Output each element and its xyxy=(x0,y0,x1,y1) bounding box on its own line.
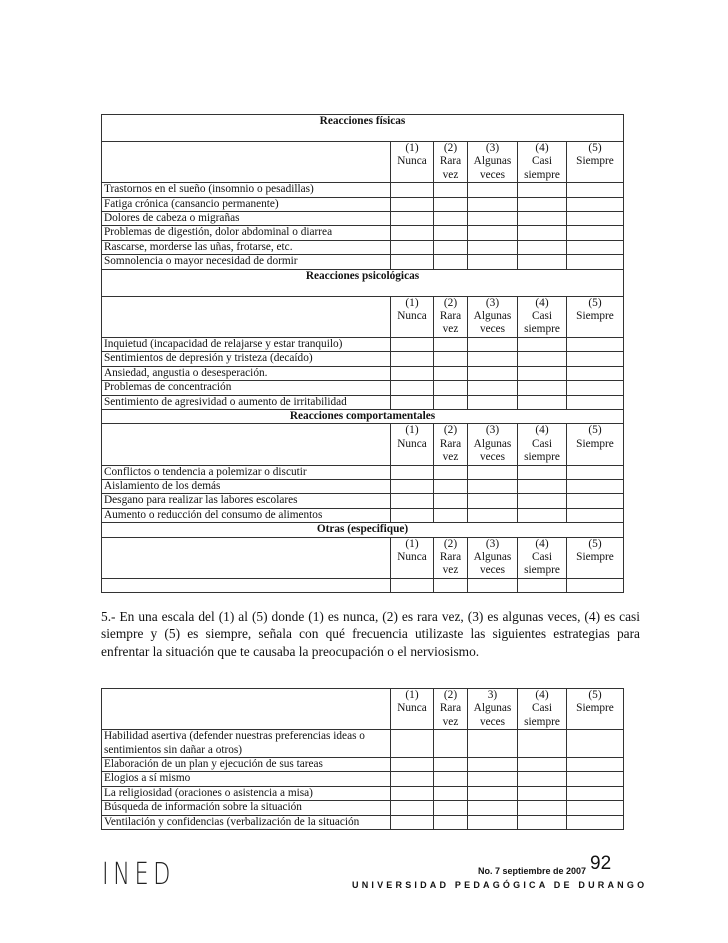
section-title-row xyxy=(102,409,624,423)
scale-number: (1) xyxy=(405,296,419,309)
rating-cell[interactable] xyxy=(391,730,434,758)
scale-header-cell xyxy=(567,296,624,337)
rating-cell[interactable] xyxy=(391,352,434,366)
table-row xyxy=(102,758,624,772)
rating-cell[interactable] xyxy=(468,366,518,380)
rating-cell[interactable] xyxy=(434,772,468,786)
rating-cell[interactable] xyxy=(468,479,518,493)
item-label: Sentimientos de depresión y tristeza (decaído) xyxy=(102,352,391,366)
scale-label: Nunca xyxy=(397,310,427,323)
rating-cell[interactable] xyxy=(468,212,518,226)
rating-cell[interactable] xyxy=(391,255,434,269)
rating-cell[interactable] xyxy=(391,212,434,226)
scale-number: (2) xyxy=(443,689,458,701)
section-title-row xyxy=(102,115,624,142)
scale-label-line2: veces xyxy=(479,564,506,577)
scale-number: (1) xyxy=(405,537,419,550)
scale-header-cell xyxy=(567,537,624,578)
table-row xyxy=(102,465,624,479)
table-row xyxy=(102,352,624,366)
item-label: Fatiga crónica (cansancio permanente) xyxy=(102,197,391,211)
item-label: Inquietud (incapacidad de relajarse y estar tranquilo) xyxy=(102,337,391,351)
rating-cell[interactable] xyxy=(391,815,434,829)
scale-label: Siempre xyxy=(576,310,614,323)
rating-cell[interactable] xyxy=(567,786,624,800)
scale-header-row xyxy=(102,142,624,183)
item-label: La religiosidad (oraciones o asistencia a misa) xyxy=(102,786,391,800)
scale-label: Siempre xyxy=(576,155,614,168)
scale-header-cell xyxy=(468,296,518,337)
table-row xyxy=(102,494,624,508)
rating-cell[interactable] xyxy=(391,758,434,772)
scale-label: Nunca xyxy=(397,155,427,168)
university-name: UNIVERSIDAD PEDAGÓGICA DE DURANGO xyxy=(352,880,648,890)
scale-number: (3) xyxy=(485,142,500,154)
rating-cell[interactable] xyxy=(434,815,468,829)
table-row xyxy=(102,786,624,800)
scale-header-cell xyxy=(434,689,468,730)
scale-number: (4) xyxy=(535,537,549,550)
rating-cell[interactable] xyxy=(434,494,468,508)
scale-label-line2: siempre xyxy=(524,715,560,728)
rating-cell[interactable] xyxy=(391,183,434,197)
scale-label-line2: siempre xyxy=(524,323,560,336)
item-label: Aumento o reducción del consumo de alimentos xyxy=(102,508,391,522)
rating-cell[interactable] xyxy=(468,494,518,508)
strategies-table xyxy=(101,688,624,830)
scale-label: Casi xyxy=(531,310,553,323)
item-label: Elogios a sí mismo xyxy=(102,772,391,786)
scale-header-cell xyxy=(434,537,468,578)
rating-cell[interactable] xyxy=(567,815,624,829)
table-row xyxy=(102,226,624,240)
item-label: Problemas de concentración xyxy=(102,381,391,395)
scale-label: Algunas xyxy=(473,550,512,563)
scale-number: (5) xyxy=(588,689,602,701)
rating-cell[interactable] xyxy=(567,730,624,758)
header-empty-cell xyxy=(102,537,391,578)
scale-header-cell xyxy=(434,142,468,183)
rating-cell[interactable] xyxy=(518,772,567,786)
item-label xyxy=(102,578,391,592)
rating-cell[interactable] xyxy=(567,381,624,395)
scale-header-cell xyxy=(518,424,567,465)
rating-cell[interactable] xyxy=(518,226,567,240)
rating-cell[interactable] xyxy=(518,730,567,758)
scale-label: Rara xyxy=(439,155,462,168)
scale-header-cell xyxy=(434,424,468,465)
item-label: Trastornos en el sueño (insomnio o pesadillas) xyxy=(102,183,391,197)
rating-cell[interactable] xyxy=(391,197,434,211)
rating-cell[interactable] xyxy=(391,240,434,254)
table-row xyxy=(102,183,624,197)
rating-cell[interactable] xyxy=(468,465,518,479)
rating-cell[interactable] xyxy=(567,395,624,409)
rating-cell[interactable] xyxy=(391,465,434,479)
scale-number: (5) xyxy=(588,537,602,550)
scale-header-cell xyxy=(518,537,567,578)
table-row xyxy=(102,337,624,351)
rating-cell[interactable] xyxy=(567,212,624,226)
table-row xyxy=(102,801,624,815)
rating-cell[interactable] xyxy=(468,815,518,829)
section-title: Reacciones físicas xyxy=(102,115,624,142)
scale-header-cell xyxy=(468,537,518,578)
scale-number: (2) xyxy=(443,296,458,309)
reactions-table xyxy=(101,114,624,593)
rating-cell[interactable] xyxy=(434,240,468,254)
rating-cell[interactable] xyxy=(518,366,567,380)
rating-cell[interactable] xyxy=(468,240,518,254)
rating-cell[interactable] xyxy=(518,578,567,592)
scale-label-line2: vez xyxy=(442,564,459,577)
rating-cell[interactable] xyxy=(391,337,434,351)
scale-label: Casi xyxy=(531,155,553,168)
rating-cell[interactable] xyxy=(434,479,468,493)
rating-cell[interactable] xyxy=(434,183,468,197)
rating-cell[interactable] xyxy=(468,255,518,269)
table-row xyxy=(102,395,624,409)
rating-cell[interactable] xyxy=(567,352,624,366)
rating-cell[interactable] xyxy=(434,758,468,772)
section-title-row xyxy=(102,523,624,537)
rating-cell[interactable] xyxy=(391,226,434,240)
rating-cell[interactable] xyxy=(567,801,624,815)
rating-cell[interactable] xyxy=(567,494,624,508)
rating-cell[interactable] xyxy=(518,494,567,508)
scale-header-row xyxy=(102,537,624,578)
scale-label: Rara xyxy=(439,550,462,563)
rating-cell[interactable] xyxy=(518,240,567,254)
scale-header-cell xyxy=(567,689,624,730)
ined-logo: INED xyxy=(102,857,176,892)
rating-cell[interactable] xyxy=(434,578,468,592)
scale-number: (5) xyxy=(588,424,602,437)
scale-label-line2: siempre xyxy=(524,564,560,577)
scale-label: Nunca xyxy=(397,550,427,563)
scale-label: Rara xyxy=(439,310,462,323)
rating-cell[interactable] xyxy=(434,255,468,269)
item-label: Problemas de digestión, dolor abdominal o diarrea xyxy=(102,226,391,240)
rating-cell[interactable] xyxy=(518,381,567,395)
rating-cell[interactable] xyxy=(567,337,624,351)
table-row xyxy=(102,730,624,758)
section-title-row xyxy=(102,269,624,296)
item-label: Somnolencia o mayor necesidad de dormir xyxy=(102,255,391,269)
rating-cell[interactable] xyxy=(567,772,624,786)
item-label: Conflictos o tendencia a polemizar o discutir xyxy=(102,465,391,479)
scale-label: Nunca xyxy=(397,702,427,715)
rating-cell[interactable] xyxy=(434,465,468,479)
scale-label: Algunas xyxy=(473,702,512,715)
rating-cell[interactable] xyxy=(434,212,468,226)
scale-header-cell xyxy=(391,296,434,337)
scale-number: (3) xyxy=(485,537,500,550)
item-label: Habilidad asertiva (defender nuestras preferencias ideas o sentimientos sin dañar a otros) xyxy=(102,730,391,758)
scale-header-cell xyxy=(567,424,624,465)
rating-cell[interactable] xyxy=(468,772,518,786)
rating-cell[interactable] xyxy=(567,465,624,479)
rating-cell[interactable] xyxy=(567,366,624,380)
table-row xyxy=(102,578,624,592)
rating-cell[interactable] xyxy=(518,508,567,522)
scale-number: (1) xyxy=(405,689,419,701)
item-label: Rascarse, morderse las uñas, frotarse, etc. xyxy=(102,240,391,254)
scale-label: Casi xyxy=(531,437,553,450)
rating-cell[interactable] xyxy=(518,212,567,226)
section-title: Reacciones psicológicas xyxy=(102,269,624,296)
item-label: Desgano para realizar las labores escolares xyxy=(102,494,391,508)
scale-number: (1) xyxy=(405,424,419,437)
header-empty-cell xyxy=(102,424,391,465)
scale-label: Algunas xyxy=(473,155,512,168)
page-number: 92 xyxy=(590,853,612,874)
scale-header-row xyxy=(102,689,624,730)
rating-cell[interactable] xyxy=(434,381,468,395)
rating-cell[interactable] xyxy=(434,226,468,240)
scale-header-cell xyxy=(567,142,624,183)
scale-label: Casi xyxy=(531,702,553,715)
rating-cell[interactable] xyxy=(391,494,434,508)
rating-cell[interactable] xyxy=(567,479,624,493)
scale-label-line2: veces xyxy=(479,715,506,728)
rating-cell[interactable] xyxy=(468,578,518,592)
item-label: Ventilación y confidencias (verbalización de la situación xyxy=(102,815,391,829)
item-label: Elaboración de un plan y ejecución de sus tareas xyxy=(102,758,391,772)
rating-cell[interactable] xyxy=(468,197,518,211)
table-row xyxy=(102,212,624,226)
rating-cell[interactable] xyxy=(391,381,434,395)
rating-cell[interactable] xyxy=(468,758,518,772)
scale-label-line2: veces xyxy=(479,451,506,464)
rating-cell[interactable] xyxy=(567,508,624,522)
scale-label: Rara xyxy=(439,437,462,450)
rating-cell[interactable] xyxy=(567,226,624,240)
rating-cell[interactable] xyxy=(434,730,468,758)
rating-cell[interactable] xyxy=(518,801,567,815)
rating-cell[interactable] xyxy=(468,508,518,522)
scale-header-cell xyxy=(468,424,518,465)
rating-cell[interactable] xyxy=(468,352,518,366)
item-label: Dolores de cabeza o migrañas xyxy=(102,212,391,226)
scale-label: Nunca xyxy=(397,437,427,450)
scale-number: 3) xyxy=(487,689,498,701)
scale-number: (3) xyxy=(485,296,500,309)
scale-header-cell xyxy=(468,142,518,183)
table-row xyxy=(102,366,624,380)
rating-cell[interactable] xyxy=(391,479,434,493)
rating-cell[interactable] xyxy=(434,352,468,366)
rating-cell[interactable] xyxy=(518,815,567,829)
item-label: Ansiedad, angustia o desesperación. xyxy=(102,366,391,380)
table-row xyxy=(102,197,624,211)
rating-cell[interactable] xyxy=(468,786,518,800)
section-title: Reacciones comportamentales xyxy=(102,409,624,423)
scale-header-row xyxy=(102,424,624,465)
rating-cell[interactable] xyxy=(391,366,434,380)
scale-header-cell xyxy=(391,689,434,730)
rating-cell[interactable] xyxy=(434,801,468,815)
scale-label-line2: siempre xyxy=(524,451,560,464)
rating-cell[interactable] xyxy=(567,240,624,254)
table-row xyxy=(102,381,624,395)
rating-cell[interactable] xyxy=(434,786,468,800)
scale-number: (3) xyxy=(485,424,500,437)
scale-number: (4) xyxy=(535,142,549,154)
scale-number: (5) xyxy=(588,142,602,154)
rating-cell[interactable] xyxy=(518,337,567,351)
scale-header-cell xyxy=(434,296,468,337)
rating-cell[interactable] xyxy=(567,197,624,211)
rating-cell[interactable] xyxy=(468,226,518,240)
table-row xyxy=(102,240,624,254)
scale-header-cell xyxy=(518,689,567,730)
rating-cell[interactable] xyxy=(518,395,567,409)
scale-label: Casi xyxy=(531,550,553,563)
scale-number: (4) xyxy=(535,689,549,701)
table-row xyxy=(102,815,624,829)
rating-cell[interactable] xyxy=(434,366,468,380)
scale-header-cell xyxy=(468,689,518,730)
rating-cell[interactable] xyxy=(518,352,567,366)
scale-label: Algunas xyxy=(473,437,512,450)
section-title: Otras (especifique) xyxy=(102,523,624,537)
rating-cell[interactable] xyxy=(518,183,567,197)
scale-label-line2: veces xyxy=(479,323,506,336)
scale-number: (4) xyxy=(535,424,549,437)
scale-label-line2: vez xyxy=(442,168,459,181)
rating-cell[interactable] xyxy=(518,786,567,800)
rating-cell[interactable] xyxy=(518,758,567,772)
scale-number: (4) xyxy=(535,296,549,309)
table-row xyxy=(102,772,624,786)
scale-number: (2) xyxy=(443,537,458,550)
scale-number: (2) xyxy=(443,142,458,154)
scale-number: (5) xyxy=(588,296,602,309)
rating-cell[interactable] xyxy=(468,730,518,758)
rating-cell[interactable] xyxy=(391,578,434,592)
scale-label-line2: vez xyxy=(442,715,459,728)
header-empty-cell xyxy=(102,142,391,183)
rating-cell[interactable] xyxy=(518,255,567,269)
question-5-text: 5.- En una escala del (1) al (5) donde (1) es nunca, (2) es rara vez, (3) es algunas veces, (4) es casi siempre y (5) es siempre, señala con qué frecuencia utilizaste las siguientes estrategias para enfrentar la situación que te causaba la preocupación o el nerviosismo. xyxy=(101,609,640,659)
rating-cell[interactable] xyxy=(468,337,518,351)
rating-cell[interactable] xyxy=(518,479,567,493)
rating-cell[interactable] xyxy=(567,255,624,269)
scale-label: Rara xyxy=(439,702,462,715)
rating-cell[interactable] xyxy=(468,395,518,409)
scale-label: Siempre xyxy=(576,702,614,715)
scale-header-cell xyxy=(518,142,567,183)
rating-cell[interactable] xyxy=(567,578,624,592)
scale-header-cell xyxy=(518,296,567,337)
scale-label: Siempre xyxy=(576,437,614,450)
scale-label-line2: veces xyxy=(479,168,506,181)
rating-cell[interactable] xyxy=(391,786,434,800)
item-label: Búsqueda de información sobre la situación xyxy=(102,801,391,815)
item-label: Aislamiento de los demás xyxy=(102,479,391,493)
table-row xyxy=(102,479,624,493)
scale-label-line2: vez xyxy=(442,323,459,336)
scale-label: Algunas xyxy=(473,310,512,323)
rating-cell[interactable] xyxy=(391,508,434,522)
scale-label-line2: vez xyxy=(442,451,459,464)
rating-cell[interactable] xyxy=(567,183,624,197)
rating-cell[interactable] xyxy=(434,508,468,522)
scale-header-cell xyxy=(391,537,434,578)
rating-cell[interactable] xyxy=(391,395,434,409)
rating-cell[interactable] xyxy=(468,801,518,815)
item-label: Sentimiento de agresividad o aumento de irritabilidad xyxy=(102,395,391,409)
scale-label-line2: siempre xyxy=(524,168,560,181)
rating-cell[interactable] xyxy=(518,465,567,479)
table-row xyxy=(102,508,624,522)
rating-cell[interactable] xyxy=(391,801,434,815)
scale-header-cell xyxy=(391,424,434,465)
rating-cell[interactable] xyxy=(468,183,518,197)
rating-cell[interactable] xyxy=(434,197,468,211)
header-empty-cell xyxy=(102,296,391,337)
scale-header-cell xyxy=(391,142,434,183)
issue-label: No. 7 septiembre de 2007 xyxy=(478,866,587,876)
rating-cell[interactable] xyxy=(391,772,434,786)
header-empty-cell xyxy=(102,689,391,730)
table-row xyxy=(102,255,624,269)
scale-label: Siempre xyxy=(576,550,614,563)
scale-header-row xyxy=(102,296,624,337)
rating-cell[interactable] xyxy=(434,395,468,409)
rating-cell[interactable] xyxy=(567,758,624,772)
rating-cell[interactable] xyxy=(518,197,567,211)
scale-number: (2) xyxy=(443,424,458,437)
rating-cell[interactable] xyxy=(468,381,518,395)
rating-cell[interactable] xyxy=(434,337,468,351)
scale-number: (1) xyxy=(405,142,419,154)
